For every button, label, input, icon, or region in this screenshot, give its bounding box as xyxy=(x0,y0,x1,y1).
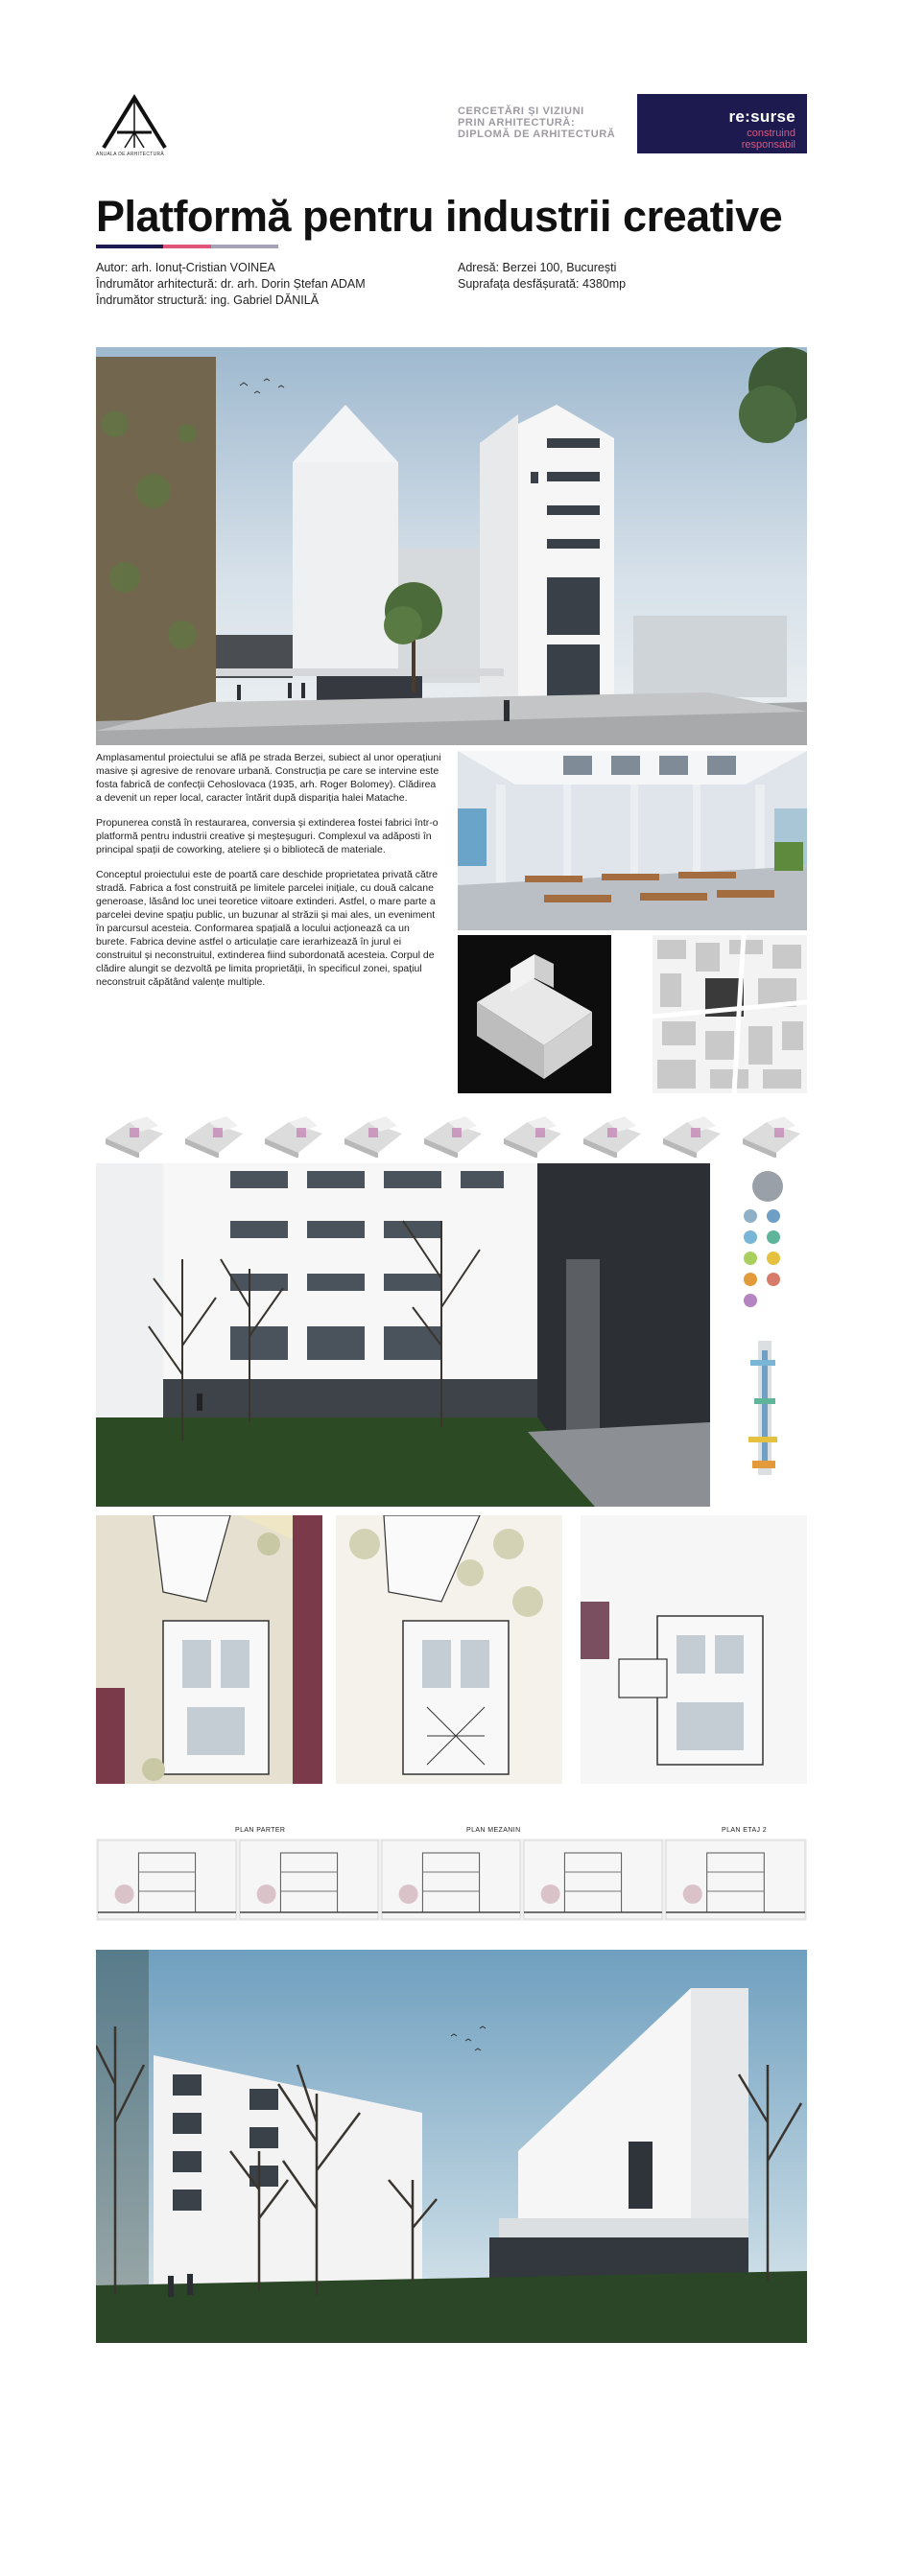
interior-render xyxy=(458,751,807,930)
legend-dot xyxy=(744,1209,757,1223)
sponsor-name: re:surse xyxy=(728,107,795,126)
concept-diagram-thumb xyxy=(344,1116,402,1158)
section-drawing xyxy=(98,1840,236,1919)
address-credit: Adresă: Berzei 100, București xyxy=(458,261,617,274)
underline-segment xyxy=(96,245,163,248)
street-view-render xyxy=(96,1950,807,2343)
section-drawing xyxy=(240,1840,378,1919)
legend-dot xyxy=(744,1230,757,1244)
description-paragraph: Amplasamentul proiectului se află pe strada Berzei, subiect al unor operațiuni masive și agresive de renovare urbană. Construcția pe care se intervine este fosta fabrică de confecții Cehoslovaca (1935, arh. Roger Bolomey). Clădirea a devenit un reper local, caracter întărit după dispariția halei Matache. xyxy=(96,752,441,804)
project-description xyxy=(96,751,441,1000)
site-plan-map xyxy=(653,935,807,1093)
sections-elevations-row xyxy=(96,1838,807,1921)
legend-dot xyxy=(767,1209,780,1223)
legend-dot xyxy=(744,1252,757,1265)
concept-diagram-thumb xyxy=(583,1116,641,1158)
hero-render xyxy=(96,347,807,745)
program-legend-diagram xyxy=(729,1163,807,1507)
plan-level-2 xyxy=(581,1515,807,1784)
credits-team xyxy=(96,260,366,309)
courtyard-render xyxy=(96,1163,710,1507)
series-title-line: DIPLOMĂ DE ARHITECTURĂ xyxy=(458,129,616,140)
title-underline xyxy=(96,245,278,248)
concept-diagram-thumb xyxy=(185,1116,243,1158)
school-caption: ANUALA DE ARHITECTURĂ xyxy=(96,152,165,157)
plan-ground-floor xyxy=(96,1515,322,1784)
credits-site xyxy=(458,260,626,293)
page-title: Platformă pentru industrii creative xyxy=(96,192,783,241)
section-drawing xyxy=(382,1840,520,1919)
physical-model-photo xyxy=(458,935,611,1093)
legend-dot xyxy=(767,1273,780,1286)
underline-segment xyxy=(211,245,278,248)
concept-diagram-thumb xyxy=(106,1116,163,1158)
plan-label-ground: PLAN PARTER xyxy=(235,1827,286,1834)
concept-diagram-thumb xyxy=(743,1116,800,1158)
plan-label-level-2: PLAN ETAJ 2 xyxy=(722,1827,768,1834)
plan-label-mezzanine: PLAN MEZANIN xyxy=(466,1827,521,1834)
legend-dot xyxy=(744,1273,757,1286)
sponsor-badge xyxy=(637,94,807,153)
legend-dot xyxy=(767,1230,780,1244)
concept-diagram-thumb xyxy=(504,1116,561,1158)
author-credit: Autor: arh. Ionuț-Cristian VOINEA xyxy=(96,261,275,274)
concept-diagram-thumb xyxy=(663,1116,721,1158)
description-paragraph: Conceptul proiectului este de poartă care deschide proprietatea privată către stradă. Fabrica a fost construită pe limitele parcelei inițiale, cu două calcane generoase, lăsând loc unei teoretice viitoare extinderi. Astfel, o mare parte a parcelei devine spațiu public, un buzunar al străzii și mai ales, un eveniment în parcursul acesteia. Conformarea spațială a locului acționează ca un burete. Fabrica devine astfel o articulație care ierarhizează în jurul ei construitul și neconstruitul, extinderea fiind subordonată acesteia. Corpul de clădire alungit se dezvoltă pe limita proprietății, în specificul zonei, spațiul neconstruit căpătând valențe multiple. xyxy=(96,869,439,988)
sponsor-tagline: construind xyxy=(747,128,795,139)
architecture-tutor-credit: Îndrumător arhitectură: dr. arh. Dorin Ștefan ADAM xyxy=(96,277,366,291)
series-title-line: CERCETĂRI ȘI VIZIUNI xyxy=(458,105,584,117)
plan-mezzanine xyxy=(336,1515,562,1784)
section-drawing xyxy=(666,1840,805,1919)
area-credit: Suprafața desfășurată: 4380mp xyxy=(458,277,627,291)
description-paragraph: Propunerea constă în restaurarea, conversia și extinderea fostei fabrici într-o platformă pentru industrii creative și meșteșuguri. Complexul va adăposti în principal spații de coworking, ateliere și o bibliotecă de materiale. xyxy=(96,817,439,855)
series-title xyxy=(458,105,615,140)
legend-dot xyxy=(767,1252,780,1265)
concept-diagram-thumb xyxy=(265,1116,322,1158)
sponsor-tagline: responsabil xyxy=(741,139,795,151)
concept-diagram-thumb xyxy=(424,1116,482,1158)
concept-diagrams-row xyxy=(96,1100,807,1158)
underline-segment xyxy=(163,245,211,248)
series-title-line: PRIN ARHITECTURĂ: xyxy=(458,117,576,129)
floor-plans-row xyxy=(96,1515,807,1784)
structure-tutor-credit: Îndrumător structură: ing. Gabriel DĂNILĂ xyxy=(96,293,320,307)
legend-dot xyxy=(744,1294,757,1307)
section-drawing xyxy=(524,1840,662,1919)
